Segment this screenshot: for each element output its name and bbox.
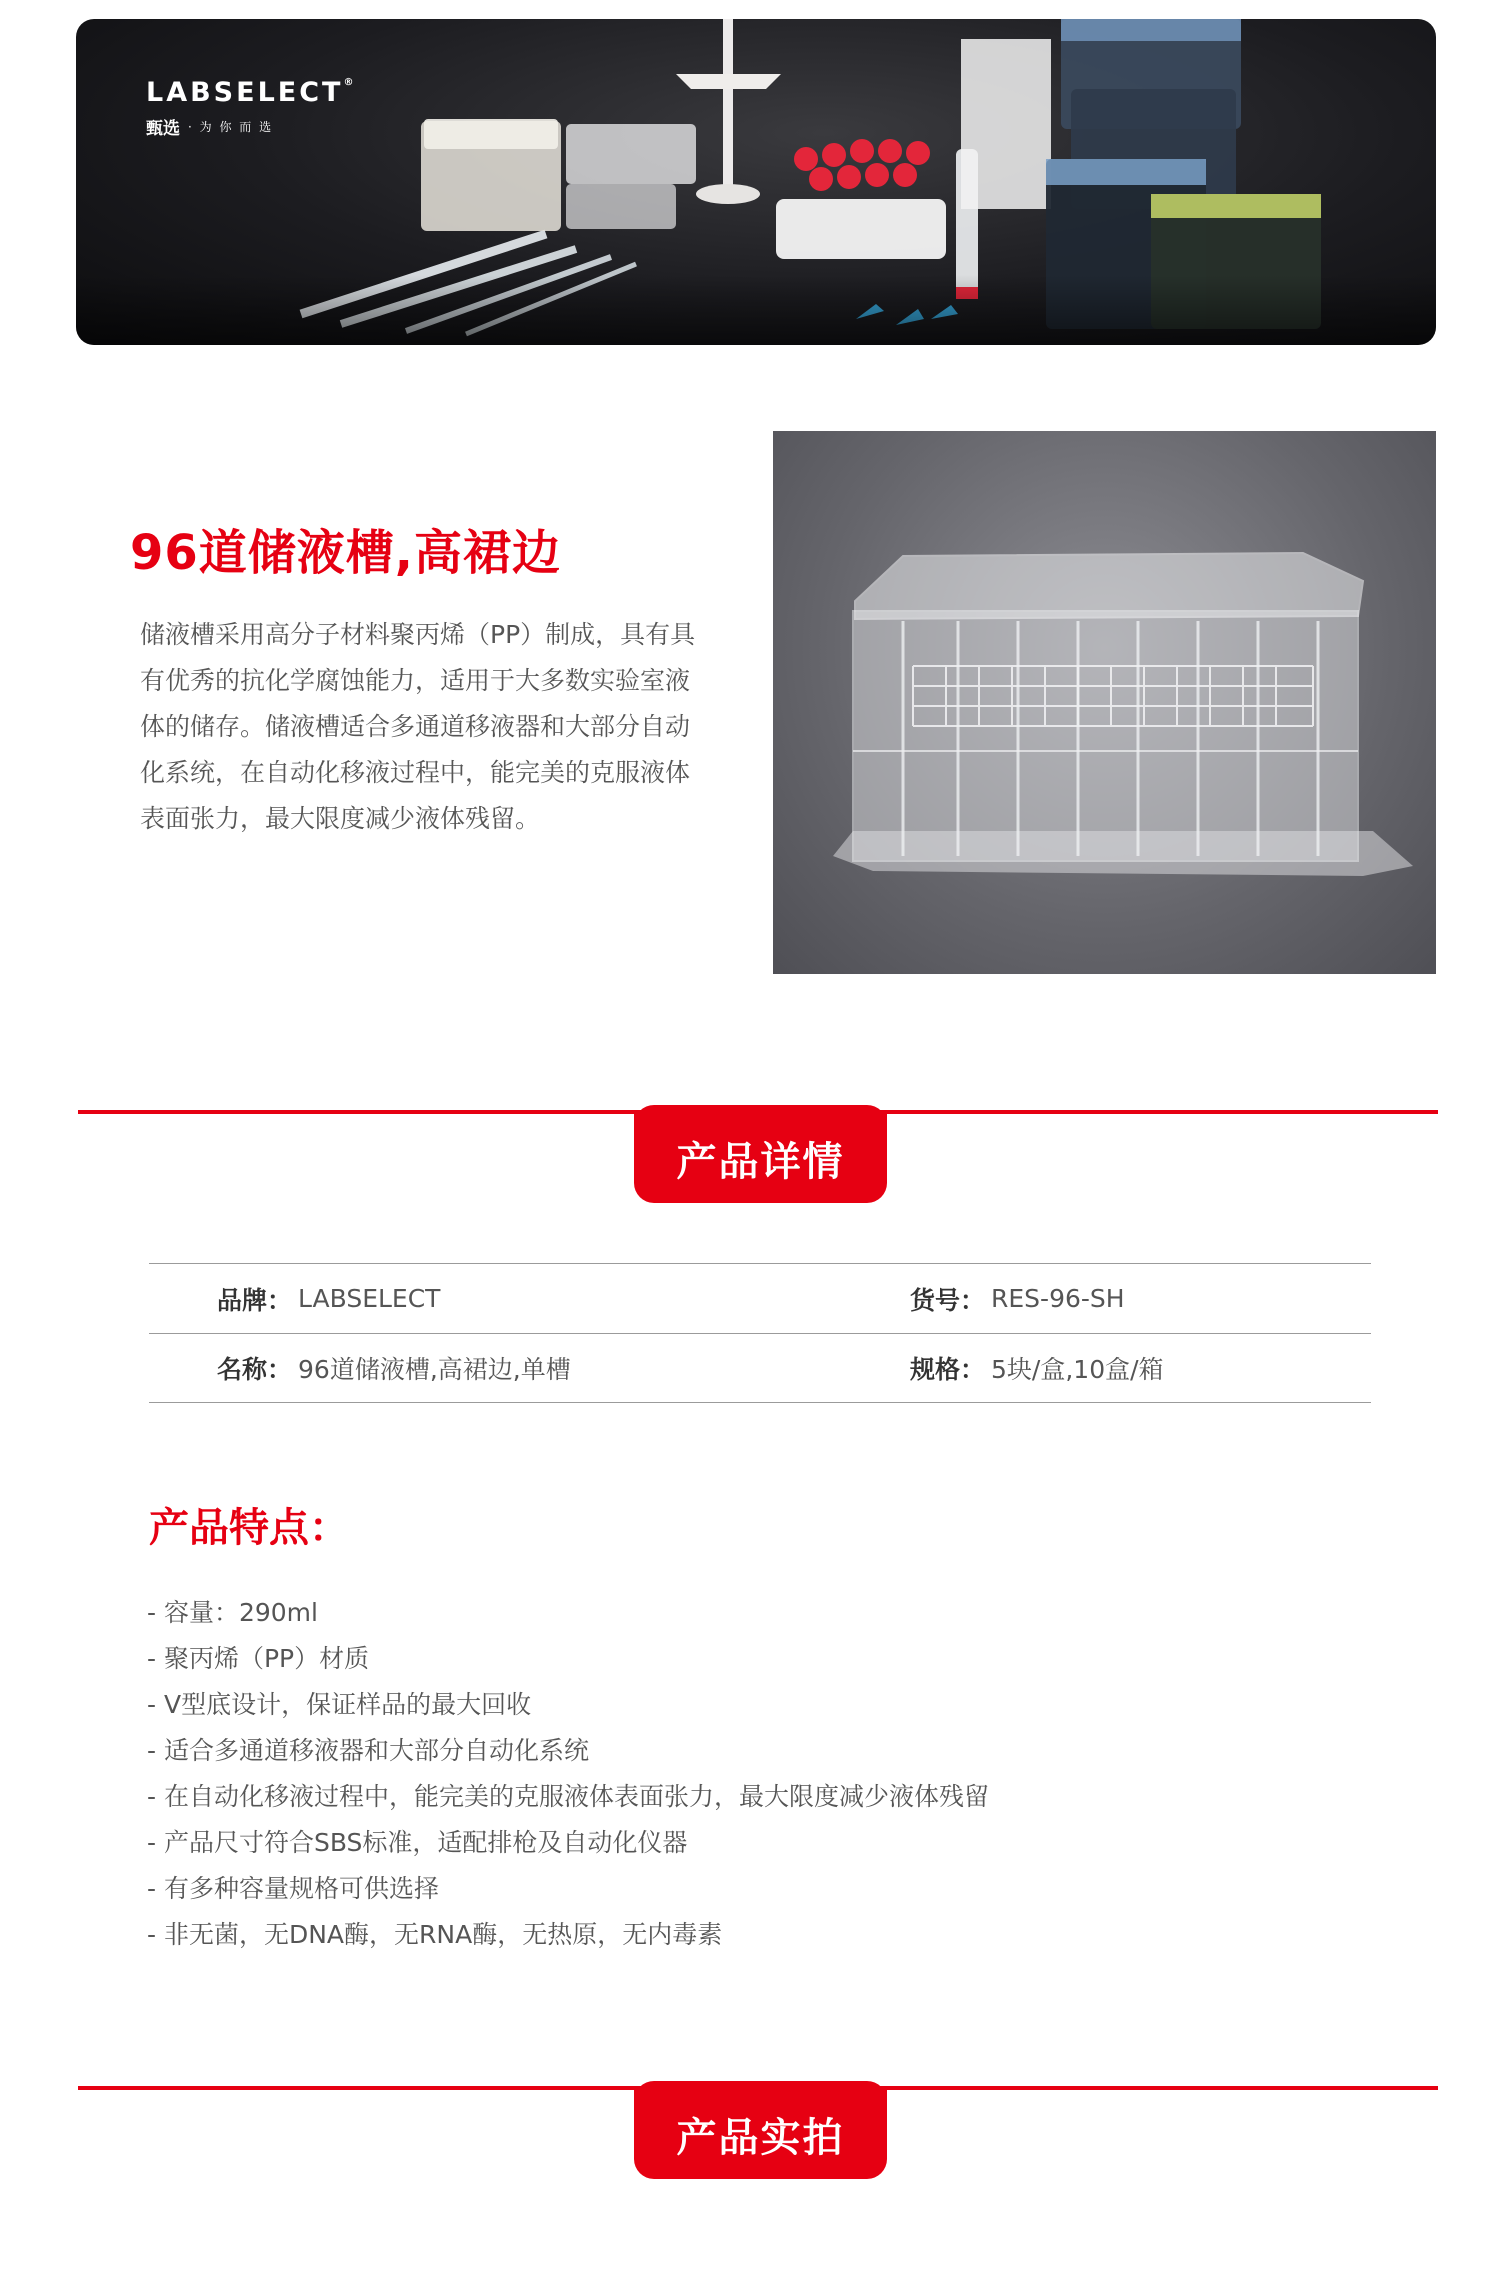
product-title: 96道储液槽,高裙边 (130, 525, 562, 581)
spec-table (149, 1263, 1371, 1403)
spec-row (149, 1263, 1371, 1333)
spec-key: 货号： (910, 1285, 986, 1315)
spec-row (149, 1333, 1371, 1403)
feature-item: - 有多种容量规格可供选择 (147, 1874, 439, 1903)
spec-cell-name (149, 1350, 760, 1386)
spec-value: 96道储液槽,高裙边,单槽 (298, 1355, 571, 1384)
red-caps (794, 139, 930, 191)
spec-key: 规格： (910, 1355, 986, 1384)
spec-value: 5块/盒,10盒/箱 (991, 1355, 1164, 1384)
brand-tagline: · 为 你 而 选 (188, 120, 274, 134)
spec-cell-brand (149, 1281, 760, 1317)
brand-logo (146, 77, 356, 139)
product-description: 储液槽采用高分子材料聚丙烯（PP）制成，具有具有优秀的抗化学腐蚀能力，适用于大多数实验室液体的储存。储液槽适合多通道移液器和大部分自动化系统，在自动化移液过程中，能完美的克服液体表面张力，最大限度减少液体残留。 (140, 620, 696, 833)
details-section-tab (634, 1113, 887, 1203)
spec-cell-package (760, 1350, 1371, 1386)
feature-item: - 非无菌，无DNA酶，无RNA酶，无热原，无内毒素 (147, 1920, 723, 1949)
photos-section-label: 产品实拍 (676, 2114, 845, 2161)
spec-cell-sku (760, 1281, 1371, 1317)
feature-item: - V型底设计，保证样品的最大回收 (147, 1690, 532, 1719)
reservoir-illustration (773, 431, 1436, 974)
feature-item: - 聚丙烯（PP）材质 (147, 1644, 370, 1673)
feature-item: - 在自动化移液过程中，能完美的克服液体表面张力，最大限度减少液体残留 (147, 1782, 989, 1811)
feature-item: - 容量：290ml (147, 1598, 318, 1627)
photos-section-tab (634, 2089, 887, 2179)
brand-name: LABSELECT® (146, 77, 357, 108)
product-photo (773, 431, 1436, 974)
hero-banner (76, 19, 1436, 345)
features-title: 产品特点： (149, 1505, 349, 1551)
brand-subline (146, 114, 356, 139)
brand-cn: 甄选 (146, 119, 180, 139)
spec-value: RES-96-SH (991, 1284, 1125, 1313)
banner-shadow (76, 275, 1436, 345)
features-list (147, 1590, 989, 1958)
feature-item: - 适合多通道移液器和大部分自动化系统 (147, 1736, 589, 1765)
spec-key: 名称： (217, 1355, 293, 1384)
spec-value: LABSELECT (298, 1284, 441, 1313)
feature-item: - 产品尺寸符合SBS标准，适配排枪及自动化仪器 (147, 1828, 688, 1857)
details-section-label: 产品详情 (676, 1138, 845, 1185)
spec-key: 品牌： (217, 1285, 293, 1315)
